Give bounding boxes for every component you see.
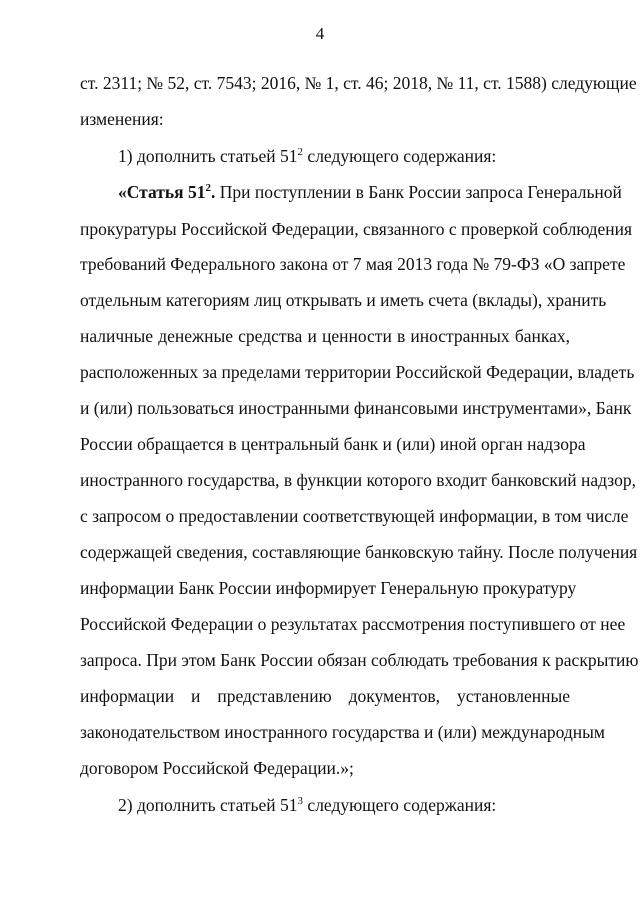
article-heading: «Статья $51^2$.: [118, 182, 216, 202]
article-line-2: прокуратуры Российской Федерации, связанного с проверкой соблюдения: [80, 219, 633, 239]
article-line-3: требований Федерального закона от 7 мая 2013 года № 79-ФЗ «О запрете: [80, 254, 626, 274]
article-line-4: отдельным категориям лиц открывать и иметь счета (вклады), хранить: [80, 290, 607, 310]
article-line-10: с запросом о предоставлении соответствующей информации, в том числе: [80, 506, 629, 526]
article-line-14: запроса. При этом Банк России обязан соблюдать требования к раскрытию: [80, 650, 639, 670]
continuation-line-2: изменения:: [80, 109, 164, 129]
article-line-9: иностранного государства, в функции которого входит банковский надзор,: [80, 470, 636, 490]
continuation-line-1: ст. 2311; № 52, ст. 7543; 2016, № 1, ст. 46; 2018, № 11, ст. 1588) следующие: [80, 73, 637, 93]
article-line-16: законодательством иностранного государства и (или) международным: [80, 722, 606, 742]
article-line-17: договором Российской Федерации.»;: [80, 758, 354, 778]
article-line-8: России обращается в центральный банк и (или) иной орган надзора: [80, 434, 586, 454]
page-number: 4: [315, 24, 325, 43]
item-2-intro: [118, 794, 570, 816]
article-line-13: Российской Федерации о результатах рассмотрения поступившего от нее: [80, 614, 626, 634]
article-line-15: информации и представлению документов, установленные: [80, 686, 570, 706]
item-1-intro: [118, 145, 570, 167]
article-line-11: содержащей сведения, составляющие банковскую тайну. После получения: [80, 542, 638, 562]
article-line-12: информации Банк России информирует Генеральную прокуратуру: [80, 578, 577, 598]
item-1-superscript: 2: [297, 146, 304, 158]
article-line-1: [118, 181, 622, 203]
item-1-prefix: 1) дополнить статьей 51: [118, 146, 298, 166]
item-2-prefix: 2) дополнить статьей 51: [118, 795, 298, 815]
item-2-suffix: следующего содержания:: [303, 795, 497, 815]
article-heading-superscript: 2: [205, 182, 211, 194]
article-first-text: При поступлении в Банк России запроса Генеральной: [215, 182, 622, 202]
item-2-superscript: 3: [297, 795, 304, 807]
item-1-suffix: следующего содержания:: [303, 146, 497, 166]
article-line-6: расположенных за пределами территории Российской Федерации, владеть: [80, 362, 635, 382]
article-line-5: наличные денежные средства и ценности в иностранных банках,: [80, 326, 570, 346]
article-line-7: и (или) пользоваться иностранными финансовыми инструментами», Банк: [80, 398, 632, 418]
